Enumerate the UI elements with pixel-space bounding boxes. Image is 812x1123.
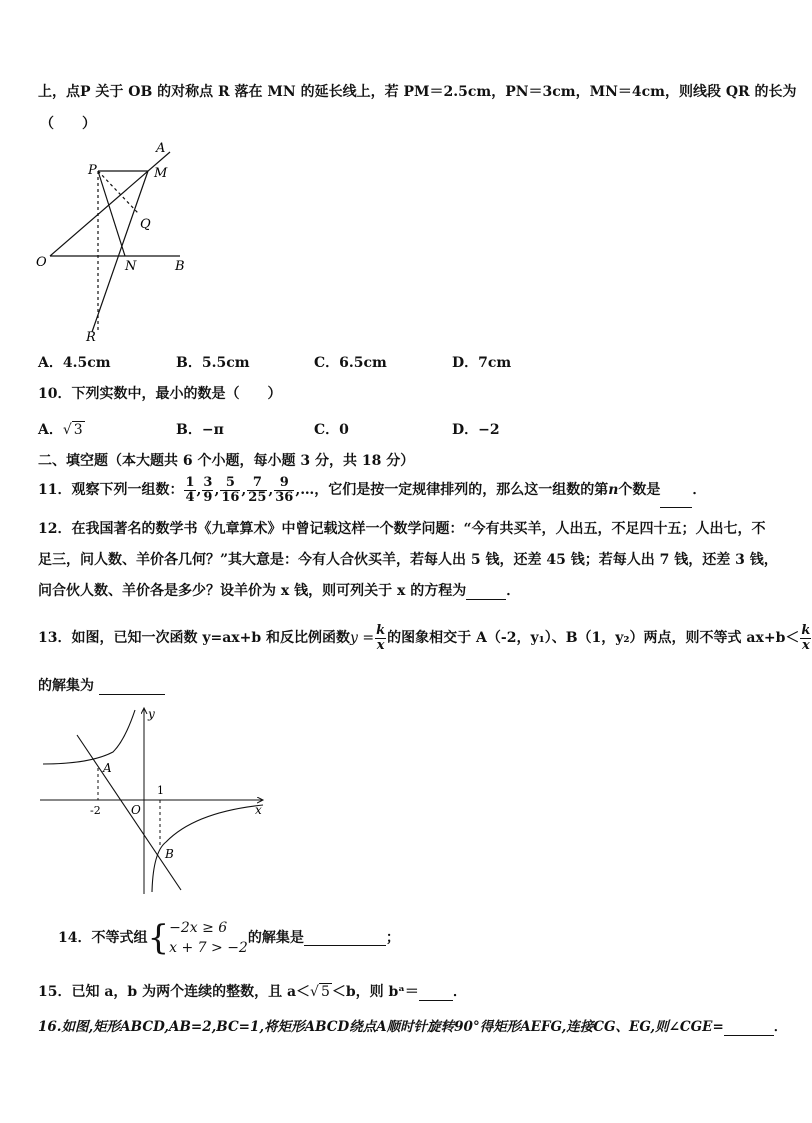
label-p: P xyxy=(88,163,97,178)
q13-function-graph xyxy=(35,702,270,897)
answer-blank xyxy=(466,585,506,600)
hyperbola-branch-left xyxy=(43,710,135,764)
q10-option-b: B．−π xyxy=(176,422,224,438)
q10-option-d: D．−2 xyxy=(452,422,500,438)
q15: 15．已知 a，b 为两个连续的整数，且 a＜√ 5 ＜b，则 bᵃ＝ ． xyxy=(38,984,467,1000)
answer-blank xyxy=(660,493,692,508)
radicand: 3 xyxy=(73,422,83,438)
radicand: 5 xyxy=(320,984,330,1000)
fraction: $\frac{k}{x}$ xyxy=(376,622,386,653)
tick-1: 1 xyxy=(157,784,164,797)
q12-line-3: 问合伙人数、羊价各是多少？设羊价为 x 钱，则可列关于 x 的方程为 ． xyxy=(38,583,521,599)
q10-option-c: C．0 xyxy=(314,422,349,438)
q14: 14．不等式组{ −2x ≥ 6 x + 7 > −2 的解集是 ； xyxy=(58,918,400,958)
answer-blank xyxy=(304,931,386,946)
label-b: B xyxy=(175,259,185,274)
label-n: N xyxy=(125,259,137,274)
fraction: $\frac{1}{4}$ xyxy=(185,474,195,505)
answer-blank xyxy=(99,680,165,695)
q12-line-1: 12．在我国著名的数学书《九章算术》中曾记载这样一个数学问题：“今有共买羊，人出五，不足四十五；人出七，不 xyxy=(38,521,766,537)
segment-pn xyxy=(98,171,125,256)
q9-option-c: C．6.5cm xyxy=(314,355,387,371)
fraction: $\frac{9}{36}$ xyxy=(275,474,294,505)
inequality-system: −2x ≥ 6 x + 7 > −2 xyxy=(169,920,248,956)
q12-line-2: 足三，问人数、羊价各几何？”其大意是：今有人合伙买羊，若每人出 5 钱，还差 45 钱；若每人出 7 钱，还差 3 钱， xyxy=(38,552,778,568)
fraction: $\frac{7}{25}$ xyxy=(248,474,267,505)
q13-line-2: 的解集为 xyxy=(38,677,165,695)
origin-label: O xyxy=(131,803,141,817)
q10-stem: 10．下列实数中，最小的数是（ ） xyxy=(38,386,282,402)
y-axis-label: y xyxy=(148,707,155,721)
q10-option-a: A．√ 3 xyxy=(38,422,83,438)
q9-option-b: B．5.5cm xyxy=(176,355,250,371)
label-a: A xyxy=(156,141,166,156)
q16: 16.如图,矩形ABCD,AB=2,BC=1,将矩形ABCD绕点A顺时针旋转90°得矩形AEFG,连接CG、EG,则∠CGE= ． xyxy=(38,1019,788,1035)
q13-line-1: 13．如图，已知一次函数 y=ax+b 和反比例函数y = $\frac{k}{x}$ 的图象相交于 A（-2，y₁）、B（1，y₂）两点，则不等式 ax+b＜ $\frac{k}{x}$ xyxy=(38,622,811,653)
q9-stem-line: 上，点P 关于 OB 的对称点 R 落在 MN 的延长线上，若 PM＝2.5cm，PN＝3cm，MN＝4cm，则线段 QR 的长为 xyxy=(38,84,797,100)
tick-neg2: -2 xyxy=(90,804,101,817)
q9-option-d: D．7cm xyxy=(452,355,512,371)
point-a-label: A xyxy=(103,761,112,775)
answer-blank xyxy=(419,986,453,1001)
point-b-label: B xyxy=(165,847,174,861)
fraction: $\frac{k}{x}$ xyxy=(801,622,811,653)
ray-oa xyxy=(50,152,170,256)
label-q: Q xyxy=(140,217,151,232)
q9-answer-paren: （ ） xyxy=(40,116,96,132)
section-heading: 二、填空题（本大题共 6 个小题，每小题 3 分，共 18 分） xyxy=(38,453,415,469)
q9-option-a: A．4.5cm xyxy=(38,355,111,371)
label-o: O xyxy=(36,255,47,270)
segment-pq-dashed xyxy=(98,171,138,213)
fraction: $\frac{5}{16}$ xyxy=(221,474,240,505)
q11: 11．观察下列一组数： $\frac{1}{4}$ , $\frac{3}{9}$ , $\frac{5}{16}$ , $\frac{7}{25}$ , $\frac{9}{36}$ ,…，它们是按一定规律排列的，那么这一组数的第n个数是 ． xyxy=(38,472,706,508)
fraction: $\frac{3}{9}$ xyxy=(203,474,213,505)
label-m: M xyxy=(154,166,168,181)
answer-blank xyxy=(724,1021,774,1036)
x-axis-label: x xyxy=(255,803,262,817)
q9-geometry-figure xyxy=(30,140,210,350)
label-r: R xyxy=(86,330,96,345)
